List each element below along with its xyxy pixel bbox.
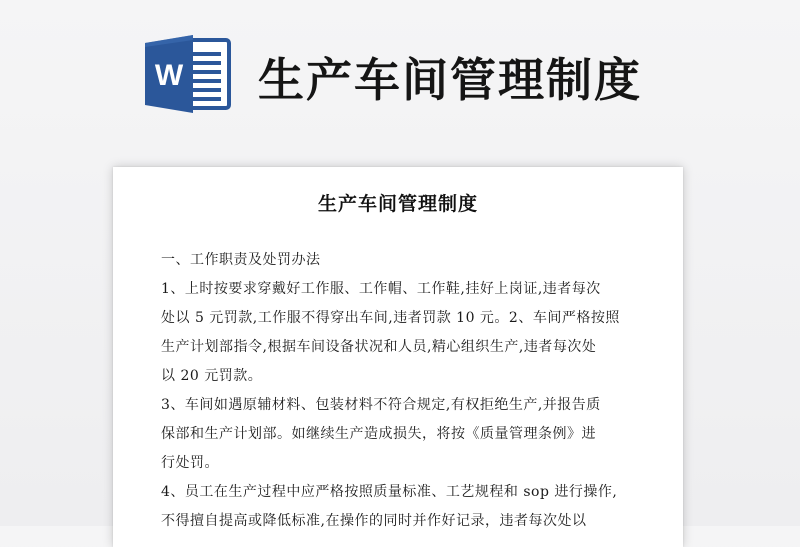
body-line: 处以 5 元罚款,工作服不得穿出车间,违者罚款 10 元。2、车间严格按照 xyxy=(161,310,620,326)
body-line: 不得擅自提高或降低标准,在操作的同时并作好记录，违者每次处以 xyxy=(161,513,587,529)
body-line: 保部和生产计划部。如继续生产造成损失，将按《质量管理条例》进 xyxy=(161,426,596,442)
body-line: 1、上时按要求穿戴好工作服、工作帽、工作鞋,挂好上岗证,违者每次 xyxy=(161,281,601,297)
document-title: 生产车间管理制度 xyxy=(317,193,478,215)
body-line: 3、车间如遇原辅材料、包装材料不符合规定,有权拒绝生产,并报告质 xyxy=(161,397,601,413)
body-line: 以 20 元罚款。 xyxy=(161,368,263,384)
body-line: 4、员工在生产过程中应严格按照质量标准、工艺规程和 sop 进行操作, xyxy=(161,484,618,500)
body-line: 生产计划部指令,根据车间设备状况和人员,精心组织生产,违者每次处 xyxy=(161,339,597,355)
section-heading: 一、工作职责及处罚办法 xyxy=(161,252,321,268)
word-document-icon xyxy=(141,34,235,114)
body-line: 行处罚。 xyxy=(161,455,219,471)
word-icon-letter: W xyxy=(154,59,184,92)
header-banner xyxy=(0,0,800,150)
document-page xyxy=(113,167,683,547)
banner-title: 生产车间管理制度 xyxy=(258,53,642,107)
document-body xyxy=(161,246,651,536)
